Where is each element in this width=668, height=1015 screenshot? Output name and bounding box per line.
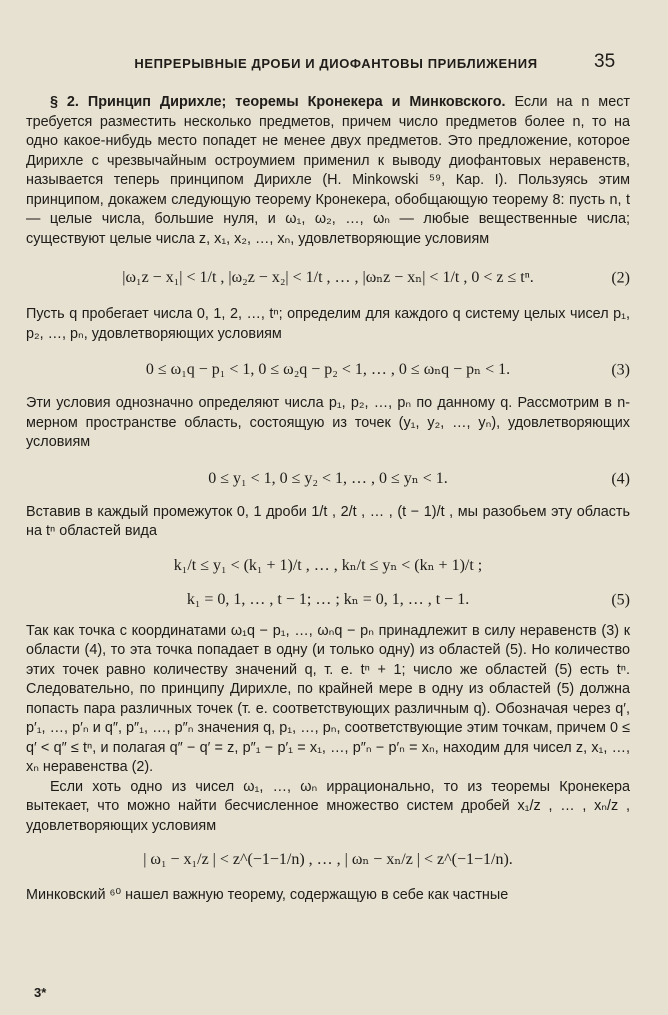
paragraph-3: Эти условия однозначно определяют числа p₁, p₂, …, pₙ по данному q. Рассмотрим в n-мерном пространстве область, состоящую из точек (y₁, y₂, …, yₙ), удовлетворяющих условиям [26,395,630,450]
paragraph-1-text: Если на n мест требуется разместить несколько предметов, причем число предметов более n, то на одно какое-нибудь место попадет не менее двух предметов. Это предложение, которое Дирихле с чрезвычайным остроумием применил к выводу диофантовых неравенств, называется теперь принципом Дирихле (H. Minkowski ⁵⁹, Кар. I). Пользуясь этим принципом, докажем следующую теорему Кронекера, обобщающую теорему 8: пусть n, t — целые числа, большие нуля, и ω₁, ω₂, …, ωₙ — любые вещественные числа; существуют целые числа z, x₁, x₂, …, xₙ, удовлетворяющие условиям [26,94,630,247]
equation-4 [26,459,630,499]
equation-3 [26,350,630,390]
equation-5-line2 [26,584,630,616]
equation-2-body: |ω₁z − x₁| < 1/t , |ω₂z − x₂| < 1/t , … , |ωₙz − xₙ| < 1/t , 0 < z ≤ tⁿ. [122,269,534,287]
paragraph-6: Если хоть одно из чисел ω₁, …, ωₙ иррационально, то из теоремы Кронекера вытекает, что можно найти бесчисленное множество систем дробей x₁/z , … , xₙ/z , удовлетворяющих условиям [26,778,630,834]
equation-5-line2-body: k₁ = 0, 1, … , t − 1; … ; kₙ = 0, 1, … , t − 1. [186,590,470,608]
equation-2-number: (2) [611,269,630,287]
equation-6-body: | ω₁ − x₁/z | < z^(−1−1/n) , … , | ωₙ − xₙ/z | < z^(−1−1/n). [143,851,513,869]
equation-3-body: 0 ≤ ω₁q − p₁ < 1, 0 ≤ ω₂q − p₂ < 1, … , 0 ≤ ωₙq − pₙ < 1. [145,361,511,379]
section-heading: § 2. Принцип Дирихле; теоремы Кронекера и Минковского. [50,94,506,110]
equation-5-line1-body: k₁/t ≤ y₁ < (k₁ + 1)/t , … , kₙ/t ≤ yₙ < (kₙ + 1)/t ; [173,556,483,574]
paragraph-2: Пусть q пробегает числа 0, 1, 2, …, tⁿ; определим для каждого q систему целых чисел p₁, p₂, …, pₙ, удовлетворяющих условиям [26,306,630,342]
page-number: 35 [594,51,616,72]
paragraph-4: Вставив в каждый промежуток 0, 1 дроби 1/t , 2/t , … , (t − 1)/t , мы разобьем эту область на tⁿ областей вида [26,503,630,539]
equation-6 [26,840,630,880]
equation-4-body: 0 ≤ y₁ < 1, 0 ≤ y₂ < 1, … , 0 ≤ yₙ < 1. [208,469,448,487]
signature-mark: 3* [34,985,47,1000]
running-title: НЕПРЕРЫВНЫЕ ДРОБИ И ДИОФАНТОВЫ ПРИБЛИЖЕНИЯ [134,56,538,71]
equation-3-number: (3) [611,361,630,379]
paragraph-1 [26,93,630,249]
equation-4-number: (4) [611,469,630,487]
equation-2 [26,257,630,299]
paragraph-7: Минковский ⁶⁰ нашел важную теорему, содержащую в себе как частные [26,887,509,903]
equation-5-line1 [26,548,630,584]
equation-5-number: (5) [611,590,630,608]
paragraph-5: Так как точка с координатами ω₁q − p₁, …, ωₙq − pₙ принадлежит в силу неравенств (3) к области (4), то эта точка попадает в одну (и только одну) из областей (5). Но количество этих точек равно количеству значений q, т. е. tⁿ + 1; число же областей (5) есть tⁿ. Следовательно, по принципу Дирихле, по крайней мере в одну из областей (5) должна попасть пара различных точек (т. е. соответствующих различным q). Обозначая через q′, p′₁, …, p′ₙ и q″, p″₁, …, p″ₙ значения q, p₁, …, pₙ, соответствующие этим точкам, причем 0 ≤ q′ < q″ ≤ tⁿ, и полагая q″ − q′ = z, p″₁ − p′₁ = x₁, …, p″ₙ − p′ₙ = xₙ, находим для чисел z, x₁, …, xₙ неравенства (2). [26,622,630,775]
page-body [26,93,630,906]
